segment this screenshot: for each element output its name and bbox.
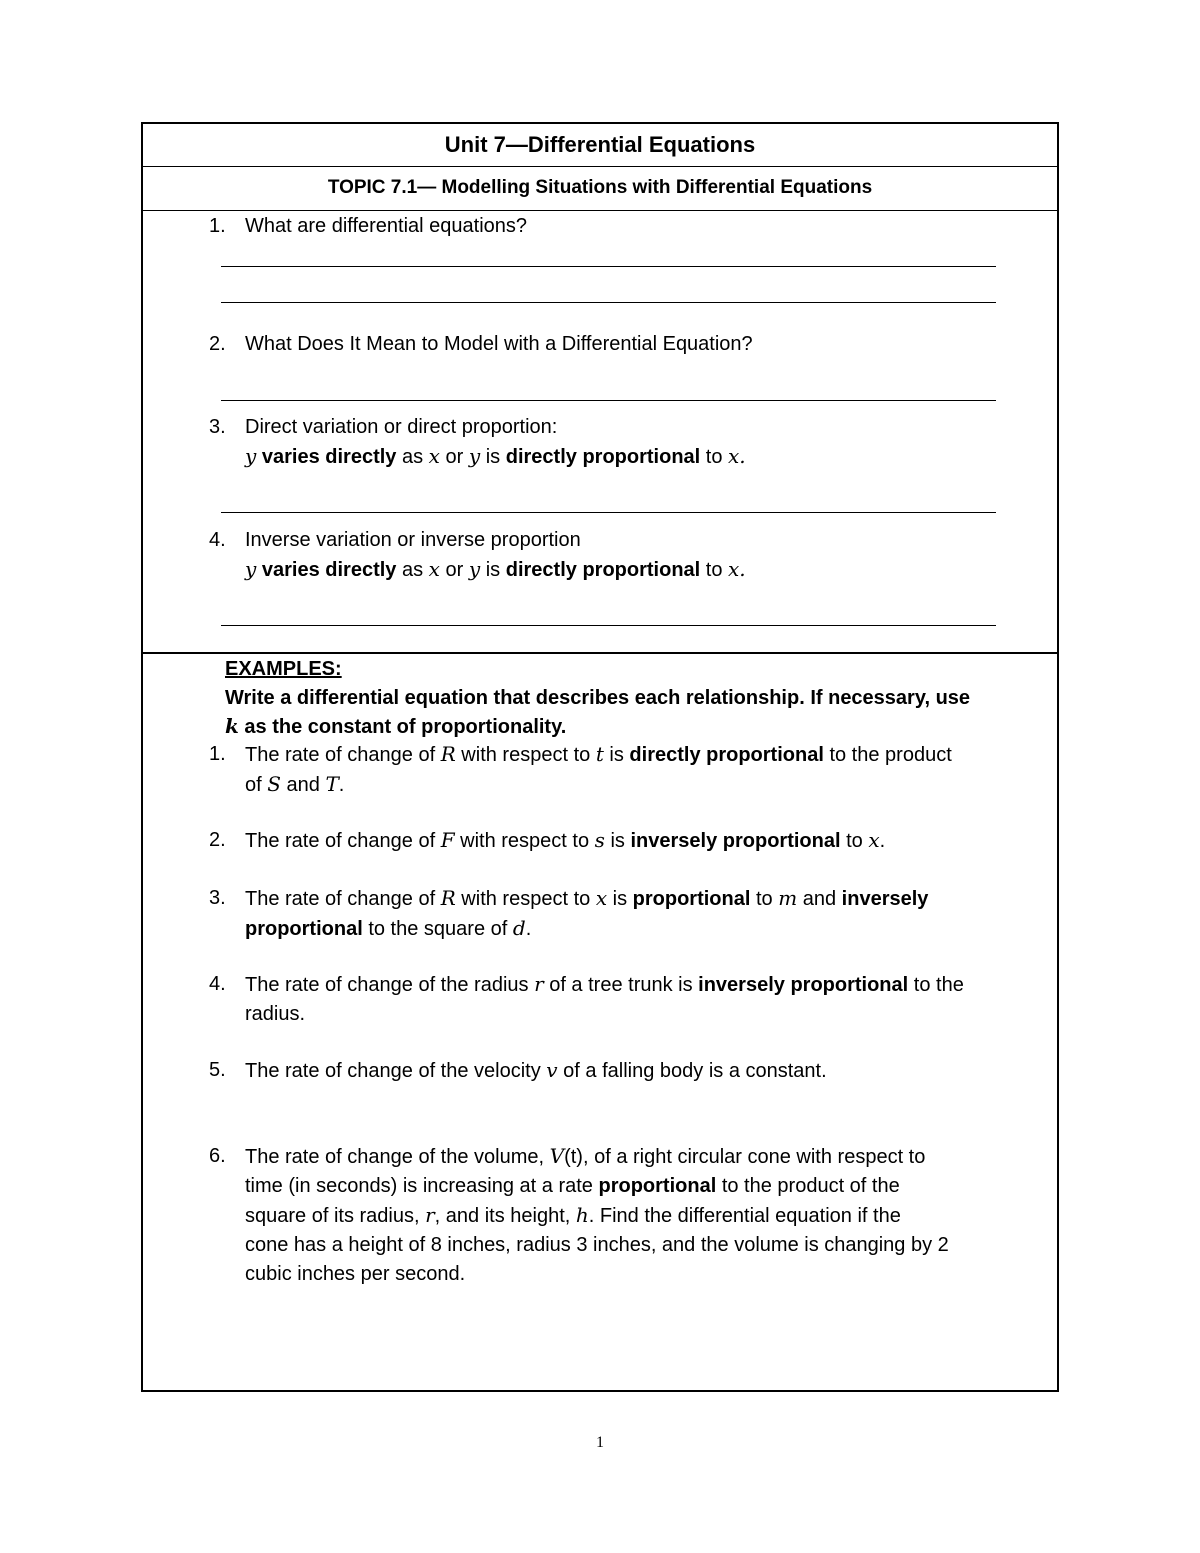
examples-instruction: Write a differential equation that describes each relationship. If necessary, use k as the constant of proportionality.	[225, 687, 971, 738]
section-divider	[143, 652, 1057, 654]
example-2: 2. The rate of change of F with respect to s is inversely proportional to x.	[209, 828, 886, 852]
examples-heading: EXAMPLES:	[225, 658, 342, 680]
topic-title: TOPIC 7.1— Modelling Situations with Differential Equations	[327, 177, 873, 198]
example-6: 6. The rate of change of the volume, V(t), of a right circular cone with respect to time (in seconds) is increasing at a rate proportional to the product of the square of its radius, r, and its height, h. Find the differential equation if the cone has a height of 8 inches, radius 3 inches, and the volume is changing by 2 cubic inches per second.	[209, 1144, 949, 1285]
question-1: 1. What are differential equations?	[209, 215, 528, 237]
example-3: 3. The rate of change of R with respect to x is proportional to m and inversely proportional to the square of d.	[209, 886, 929, 940]
question-2: 2. What Does It Mean to Model with a Differential Equation?	[209, 333, 753, 355]
topic-divider	[143, 210, 1057, 211]
example-4: 4. The rate of change of the radius r of a tree trunk is inversely proportional to the radius.	[209, 972, 964, 1025]
example-1: 1. The rate of change of R with respect to t is directly proportional to the product of S and T.	[209, 742, 952, 796]
answer-line[interactable]	[221, 302, 996, 303]
answer-line[interactable]	[221, 400, 996, 401]
example-5: 5. The rate of change of the velocity v of a falling body is a constant.	[209, 1058, 827, 1082]
title-divider	[143, 166, 1057, 167]
answer-line[interactable]	[221, 625, 996, 626]
question-3: 3. Direct variation or direct proportion: y varies directly as x or y is directly proportional to x.	[209, 416, 746, 468]
answer-line[interactable]	[221, 512, 996, 513]
unit-title: Unit 7—Differential Equations	[444, 132, 756, 157]
worksheet-frame	[141, 122, 1059, 1392]
answer-line[interactable]	[221, 266, 996, 267]
question-4: 4. Inverse variation or inverse proportion y varies directly as x or y is directly proportional to x.	[209, 529, 746, 581]
page-number: 1	[596, 1434, 604, 1451]
